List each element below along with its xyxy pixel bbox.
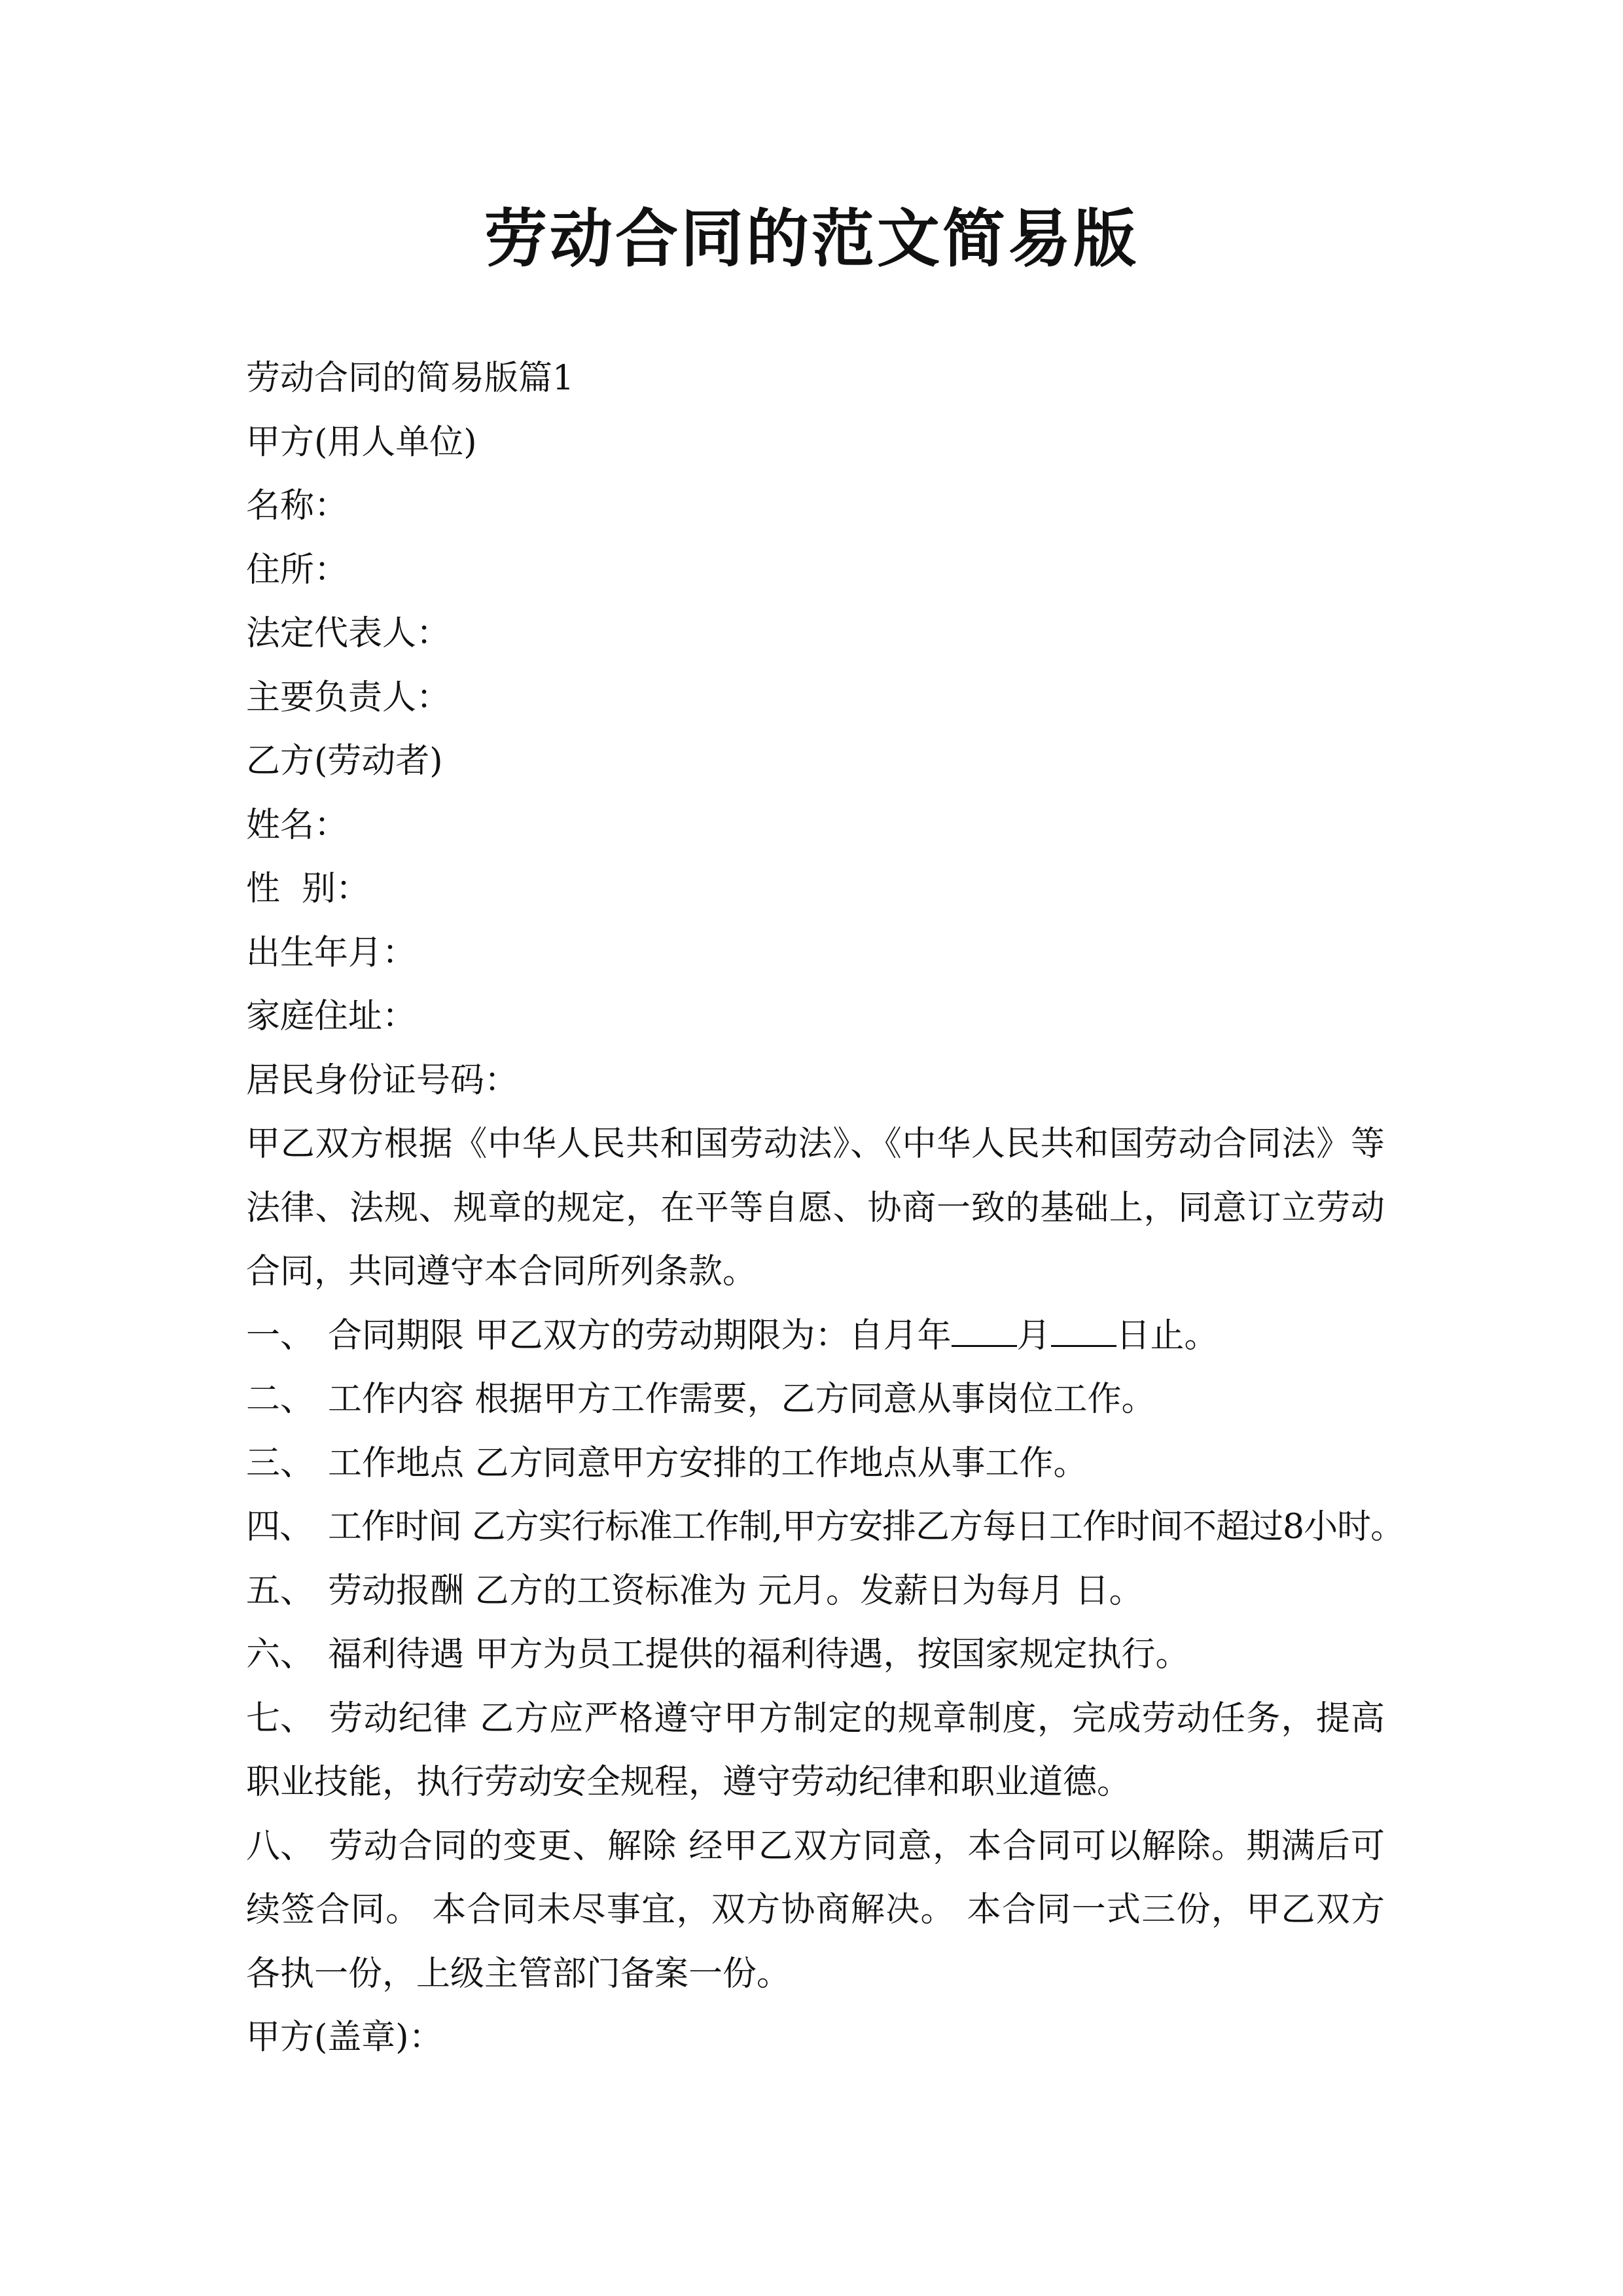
fill-blank-line	[952, 1319, 1017, 1347]
clause-text: 工作地点 乙方同意甲方安排的工作地点从事工作。	[328, 1443, 1088, 1483]
clause-3	[246, 1432, 1385, 1496]
party-b-heading: 乙方(劳动者)	[246, 742, 443, 781]
party-a-name-field: 名称：	[246, 486, 349, 526]
clause-8	[246, 1815, 1385, 2007]
party-a-heading: 甲方(用人单位)	[246, 422, 477, 462]
clause-2	[246, 1368, 1385, 1432]
clause-text: 月	[1016, 1316, 1051, 1355]
clause-text: 工作时间 乙方实行标准工作制,甲方安排乙方每日工作时间不超过8小时。	[328, 1507, 1404, 1547]
party-b-birth-field: 出生年月：	[246, 933, 417, 973]
party-a-seal-line: 甲方(盖章)：	[246, 2018, 443, 2057]
clause-4	[246, 1496, 1404, 1560]
clause-text: 合同期限 甲乙双方的劳动期限为：自月年	[328, 1316, 952, 1355]
party-b-gender-field: 性 别：	[246, 869, 370, 908]
clause-number: 八、	[246, 1826, 315, 1866]
clause-1	[246, 1304, 1385, 1369]
party-a-address-field: 住所：	[246, 550, 349, 590]
party-a-legal-rep-field: 法定代表人：	[246, 614, 451, 653]
fill-blank-line	[1051, 1319, 1116, 1347]
clause-text: 福利待遇 甲方为员工提供的福利待遇，按国家规定执行。	[328, 1635, 1190, 1674]
clause-6	[246, 1623, 1385, 1687]
party-b-name-field: 姓名：	[246, 805, 349, 845]
section-subtitle: 劳动合同的简易版篇1	[246, 359, 575, 398]
clause-text: 日止。	[1116, 1316, 1219, 1355]
document-title: 劳动合同的范文简易版	[484, 202, 1139, 276]
clause-number: 一、	[246, 1316, 315, 1355]
clause-number: 七、	[246, 1698, 315, 1738]
clause-number: 三、	[246, 1443, 315, 1483]
clause-5	[246, 1560, 1385, 1624]
clause-text: 劳动报酬 乙方的工资标准为 元月。发薪日为每月 日。	[328, 1571, 1143, 1611]
clause-7	[246, 1687, 1385, 1815]
party-b-id-number-field: 居民身份证号码：	[246, 1060, 519, 1100]
clause-number: 六、	[246, 1635, 315, 1674]
party-b-home-address-field: 家庭住址：	[246, 997, 417, 1036]
document-body	[246, 347, 1404, 2070]
clause-text: 工作内容 根据甲方工作需要，乙方同意从事岗位工作。	[328, 1380, 1156, 1419]
preamble-paragraph: 甲乙双方根据《中华人民共和国劳动法》、《中华人民共和国劳动合同法》等法律、法规、规章的规定，在平等自愿、协商一致的基础上，同意订立劳动合同，共同遵守本合同所列条款。	[246, 1124, 1385, 1291]
clause-number: 五、	[246, 1571, 315, 1611]
clause-number: 二、	[246, 1380, 315, 1419]
clause-text: 劳动合同的变更、解除 经甲乙双方同意，本合同可以解除。期满后可续签合同。 本合同未尽事宜，双方协商解决。 本合同一式三份，甲乙双方各执一份，上级主管部门备案一份。	[246, 1826, 1385, 1994]
party-a-manager-field: 主要负责人：	[246, 677, 451, 717]
clause-number: 四、	[246, 1507, 313, 1547]
clause-text: 劳动纪律 乙方应严格遵守甲方制定的规章制度，完成劳动任务，提高职业技能，执行劳动安全规程，遵守劳动纪律和职业道德。	[246, 1698, 1385, 1802]
